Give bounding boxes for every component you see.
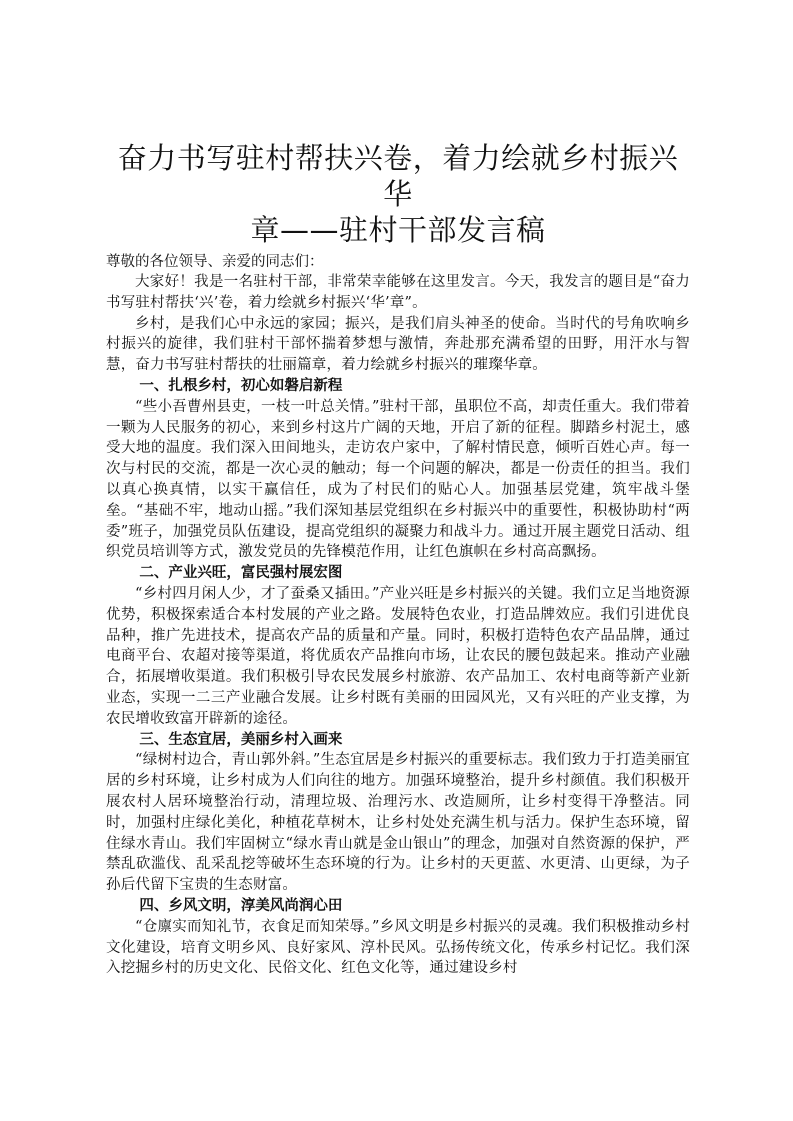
section-heading: 三、生态宜居，美丽乡村入画来: [139, 730, 343, 748]
intro-paragraph: 大家好！我是一名驻村干部，非常荣幸能够在这里发言。今天，我发言的题目是“奋力书写驻村帮扶‘兴’卷，着力绘就乡村振兴‘华’章”。: [106, 274, 690, 311]
section-paragraph: “些小吾曹州县吏，一枝一叶总关情。”驻村干部，虽职位不高，却责任重大。我们带着一颗为人民服务的初心，来到乡村这片广阔的天地，开启了新的征程。脚踏乡村泥土，感受大地的温度。我们深入田间地头，走访农户家中，了解村情民意，倾听百姓心声。每一次与村民的交流，都是一次心灵的触动；每一个问题的解决，都是一份责任的担当。我们以真心换真情，以实干赢信任，成为了村民们的贴心人。加强基层党建，筑牢战斗堡垒。“基础不牢，地动山摇。”我们深知基层党组织在乡村振兴中的重要性，积极协助村“两委”班子，加强党员队伍建设，提高党组织的凝聚力和战斗力。通过开展主题党日活动、组织党员培训等方式，激发党员的先锋模范作用，让红色旗帜在乡村高高飘扬。: [106, 398, 690, 561]
intro-paragraph: 乡村，是我们心中永远的家园；振兴，是我们肩头神圣的使命。当时代的号角吹响乡村振兴的旋律，我们驻村干部怀揣着梦想与激情，奔赴那充满希望的田野，用汗水与智慧，奋力书写驻村帮扶的壮丽篇章，着力绘就乡村振兴的璀璨华章。: [106, 315, 690, 374]
title-line-1: 奋力书写驻村帮扶兴卷，着力绘就乡村振兴华: [117, 141, 679, 211]
section-heading: 四、乡风文明，淳美风尚润心田: [139, 896, 343, 914]
section-heading: 二、产业兴旺，富民强村展宏图: [139, 564, 343, 582]
section-paragraph: “仓廪实而知礼节，衣食足而知荣辱。”乡风文明是乡村振兴的灵魂。我们积极推动乡村文化建设，培育文明乡风、良好家风、淳朴民风。弘扬传统文化，传承乡村记忆。我们深入挖掘乡村的历史文化、民俗文化、红色文化等，通过建设乡村: [106, 918, 690, 977]
section-paragraph: “乡村四月闲人少，才了蚕桑又插田。”产业兴旺是乡村振兴的关键。我们立足当地资源优势，积极探索适合本村发展的产业之路。发展特色农业，打造品牌效应。我们引进优良品种，推广先进技术，提高农产品的质量和产量。同时，积极打造特色农产品品牌，通过电商平台、农超对接等渠道，将优质农产品推向市场，让农民的腰包鼓起来。推动产业融合，拓展增收渠道。我们积极引导农民发展乡村旅游、农产品加工、农村电商等新产业新业态，实现一二三产业融合发展。让乡村既有美丽的田园风光，又有兴旺的产业支撑，为农民增收致富开辟新的途径。: [106, 585, 690, 727]
document-title: [106, 140, 690, 248]
title-line-2: 章——驻村干部发言稿: [250, 213, 546, 247]
section-heading: 一、扎根乡村，初心如磐启新程: [139, 376, 343, 394]
greeting: 尊敬的各位领导、亲爱的同志们：: [106, 254, 324, 270]
section-paragraph: “绿树村边合，青山郭外斜。”生态宜居是乡村振兴的重要标志。我们致力于打造美丽宜居的乡村环境，让乡村成为人们向往的地方。加强环境整治，提升乡村颜值。我们积极开展农村人居环境整治行动，清理垃圾、治理污水、改造厕所，让乡村变得干净整洁。同时，加强村庄绿化美化，种植花草树木，让乡村处处充满生机与活力。保护生态环境，留住绿水青山。我们牢固树立“绿水青山就是金山银山”的理念，加强对自然资源的保护，严禁乱砍滥伐、乱采乱挖等破坏生态环境的行为。让乡村的天更蓝、水更清、山更绿，为子孙后代留下宝贵的生态财富。: [106, 752, 690, 894]
document-page: [106, 140, 690, 979]
